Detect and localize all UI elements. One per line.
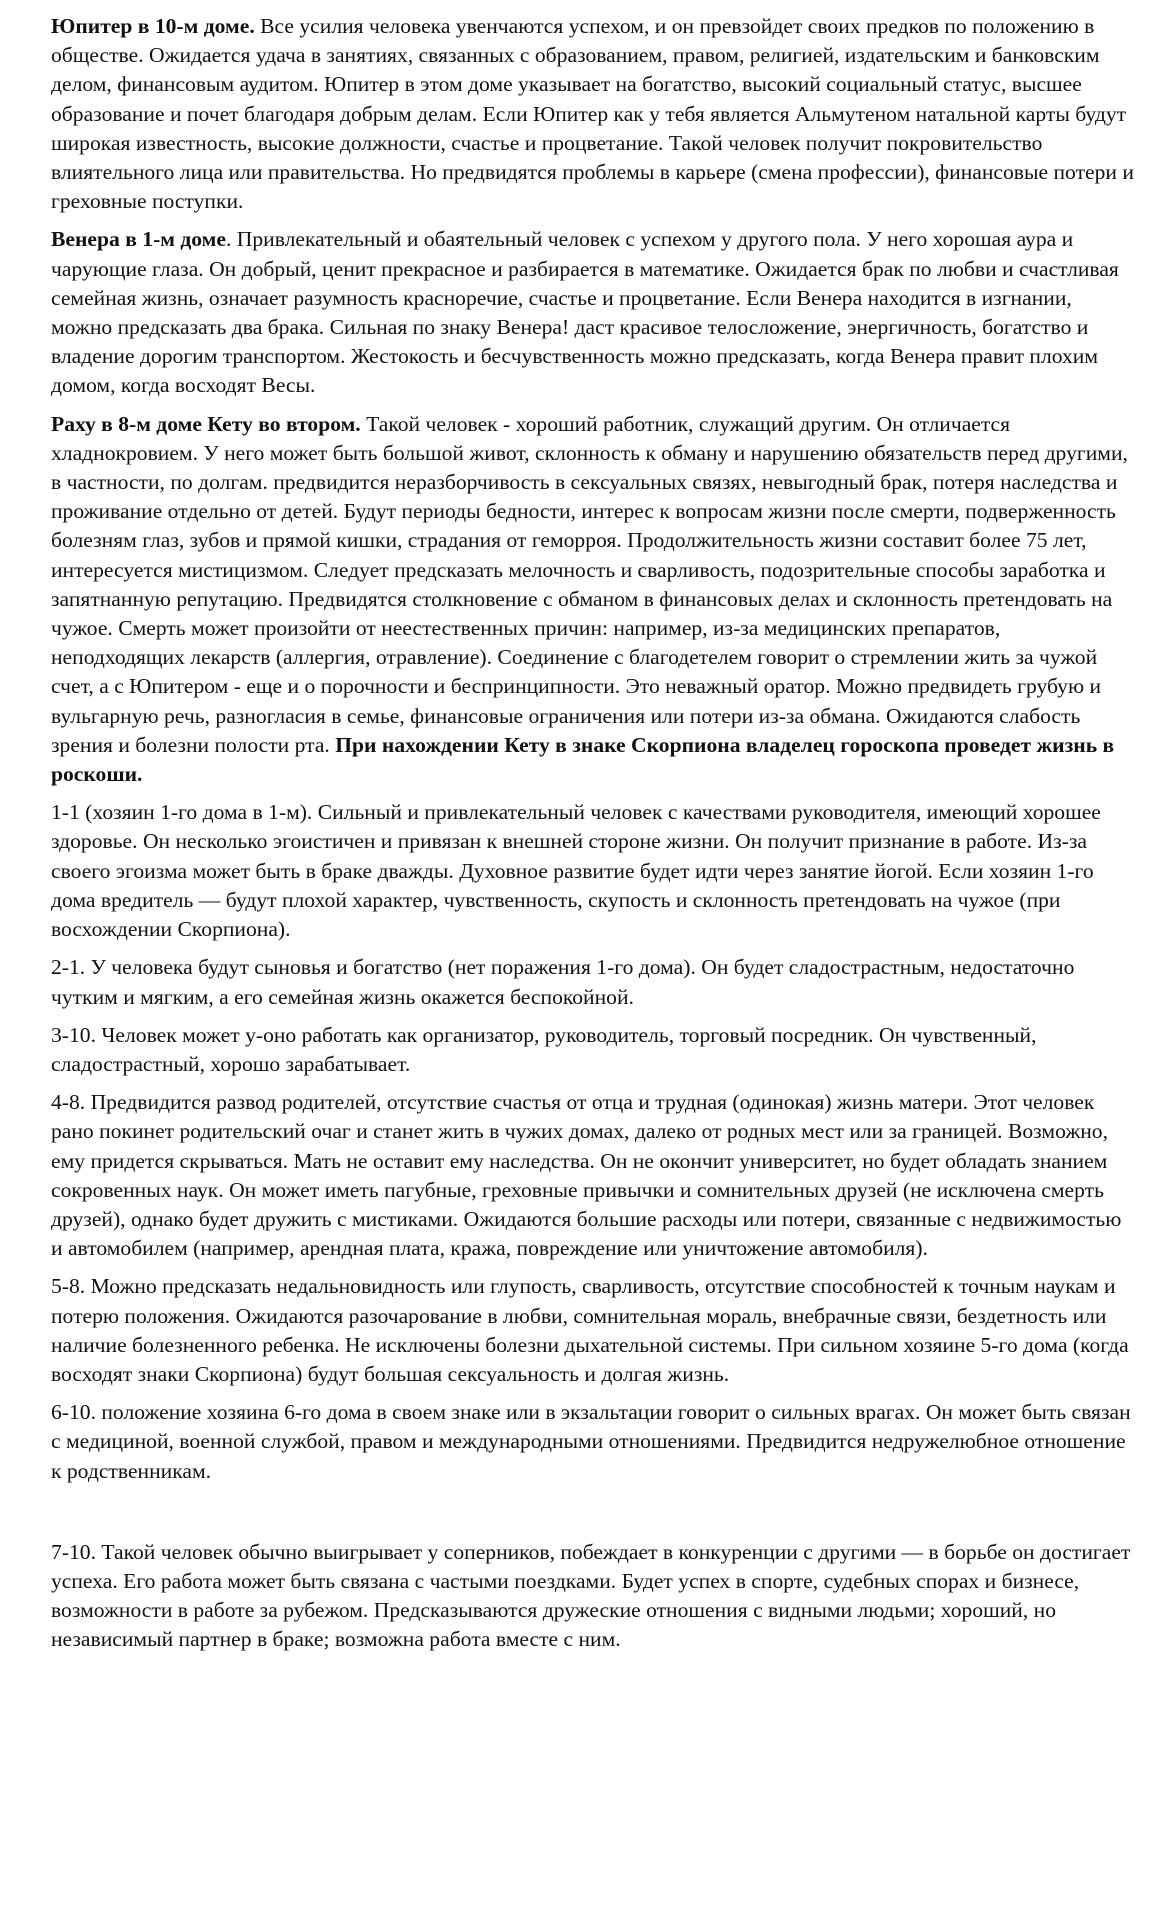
paragraph-text: 4-8. Предвидится развод родителей, отсутствие счастья от отца и трудная (одинокая) жизнь матери. Этот человек рано покинет родительский очаг и станет жить в чужих домах, далеко от родных мест или за границей. Возможно, ему придется скрываться. Мать не оставит ему наследства. Он не окончит университет, но будет обладать знанием сокровенных наук. Он может иметь пагубные, греховные привычки и сомнительных друзей (не исключена смерть друзей), однако будет дружить с мистиками. Ожидаются большие расходы или потери, связанные с недвижимостью и автомобилем (например, арендная плата, кража, повреждение или уничтожение автомобиля). bbox=[51, 1090, 1122, 1261]
paragraph-text: 2-1. У человека будут сыновья и богатство (нет поражения 1-го дома). Он будет сладострастным, недостаточно чутким и мягким, а его семейная жизнь окажется беспокойной. bbox=[51, 955, 1075, 1009]
paragraph-2-1 bbox=[51, 953, 1136, 1011]
document-page bbox=[51, 12, 1136, 1664]
paragraph-5-8 bbox=[51, 1272, 1136, 1389]
paragraph-text: 3-10. Человек может у-оно работать как организатор, руководитель, торговый посредник. Он чувственный, сладострастный, хорошо зарабатывает. bbox=[51, 1022, 1037, 1076]
paragraph-text: . Привлекательный и обаятельный человек с успехом у другого пола. У него хорошая аура и чарующие глаза. Он добрый, ценит прекрасное и разбирается в математике. Ожидается брак по любви и счастливая семейная жизнь, означает разумность красноречие, счастье и процветание. Если Венера находится в изгнании, можно предсказать два брака. Сильная по знаку Венера! даст красивое телосложение, энергичность, богатство и владение дорогим транспортом. Жестокость и бесчувственность можно предсказать, когда Венера правит плохим домом, когда восходят Весы. bbox=[51, 227, 1119, 398]
paragraph-7-10 bbox=[51, 1538, 1136, 1655]
paragraph-text: Все усилия человека увенчаются успехом, и он превзойдет своих предков по положению в обществе. Ожидается удача в занятиях, связанных с образованием, правом, религией, издательским и банковским делом, финансовым аудитом. Юпитер в этом доме указывает на богатство, высокий социальный статус, высшее образование и почет благодаря добрым делам. Если Юпитер как у тебя является Альмутеном натальной карты будут широкая известность, высокие должности, счастье и процветание. Такой человек получит покровительство влиятельного лица или правительства. Но предвидятся проблемы в карьере (смена профессии), финансовые потери и греховные поступки. bbox=[51, 14, 1134, 214]
paragraph-lead: Раху в 8-м доме Кету во втором. bbox=[51, 411, 361, 436]
paragraph-4-8 bbox=[51, 1088, 1136, 1263]
paragraph-3-10 bbox=[51, 1021, 1136, 1079]
paragraph-text: 6-10. положение хозяина 6-го дома в своем знаке или в экзальтации говорит о сильных врагах. Он может быть связан с медициной, военной службой, правом и международными отношениями. Предвидится недружелюбное отношение к родственникам. bbox=[51, 1400, 1131, 1483]
paragraph-jupiter-10 bbox=[51, 12, 1136, 216]
paragraph-rahu-8-ketu-2 bbox=[51, 410, 1136, 790]
paragraph-text: Такой человек - хороший работник, служащий другим. Он отличается хладнокровием. У него может быть большой живот, склонность к обману и нарушению обязательств перед другими, в частности, по долгам. предвидится неразборчивость в сексуальных связях, невыгодный брак, потеря наследства и проживание отдельно от детей. Будут периоды бедности, интерес к вопросам жизни после смерти, подверженность болезням глаз, зубов и прямой кишки, страдания от геморроя. Продолжительность жизни составит более 75 лет, интересуется мистицизмом. Следует предсказать мелочность и сварливость, подозрительные способы заработка и запятнанную репутацию. Предвидятся столкновение с обманом в финансовых делах и склонность претендовать на чужое. Смерть может произойти от неестественных причин: например, из-за медицинских препаратов, неподходящих лекарств (аллергия, отравление). Соединение с благодетелем говорит о стремлении жить за чужой счет, а с Юпитером - еще и о порочности и беспринципности. Это неважный оратор. Можно предвидеть грубую и вульгарную речь, разногласия в семье, финансовые ограничения или потери из-за обмана. Ожидаются слабость зрения и болезни полости рта. bbox=[51, 411, 1128, 757]
paragraph-text: 1-1 (хозяин 1-го дома в 1-м). Сильный и привлекательный человек с качествами руководителя, имеющий хорошее здоровье. Он несколько эгоистичен и привязан к внешней стороне жизни. Он получит признание в работе. Из-за своего эгоизма может быть в браке дважды. Духовное развитие будет идти через занятие йогой. Если хозяин 1-го дома вредитель — будут плохой характер, чувственность, скупость и склонность претендовать на чужое (при восхождении Скорпиона). bbox=[51, 800, 1101, 942]
paragraph-6-10 bbox=[51, 1398, 1136, 1486]
paragraph-lead: Юпитер в 10-м доме. bbox=[51, 14, 255, 38]
paragraph-lead: Венера в 1-м доме bbox=[51, 227, 226, 252]
paragraph-venus-1 bbox=[51, 225, 1136, 400]
paragraph-text: 7-10. Такой человек обычно выигрывает у соперников, побеждает в конкуренции с другими — в борьбе он достигает успеха. Его работа может быть связана с частыми поездками. Будет успех в спорте, судебных спорах и бизнесе, возможности в работе за рубежом. Предсказываются дружеские отношения с видными людьми; хороший, но независимый партнер в браке; возможна работа вместе с ним. bbox=[51, 1539, 1131, 1652]
paragraph-tail-bold: При нахождении Кету в знаке Скорпиона владелец гороскопа проведет жизнь в роскоши. bbox=[51, 732, 1115, 787]
paragraph-1-1 bbox=[51, 798, 1136, 944]
paragraph-text: 5-8. Можно предсказать недальновидность или глупость, сварливость, отсутствие способностей к точным наукам и потерю положения. Ожидаются разочарование в любви, сомнительная мораль, внебрачные связи, бездетность или наличие болезненного ребенка. Не исключены болезни дыхательной системы. При сильном хозяине 5-го дома (когда восходят знаки Скорпиона) будут большая сексуальность и долгая жизнь. bbox=[51, 1274, 1129, 1386]
